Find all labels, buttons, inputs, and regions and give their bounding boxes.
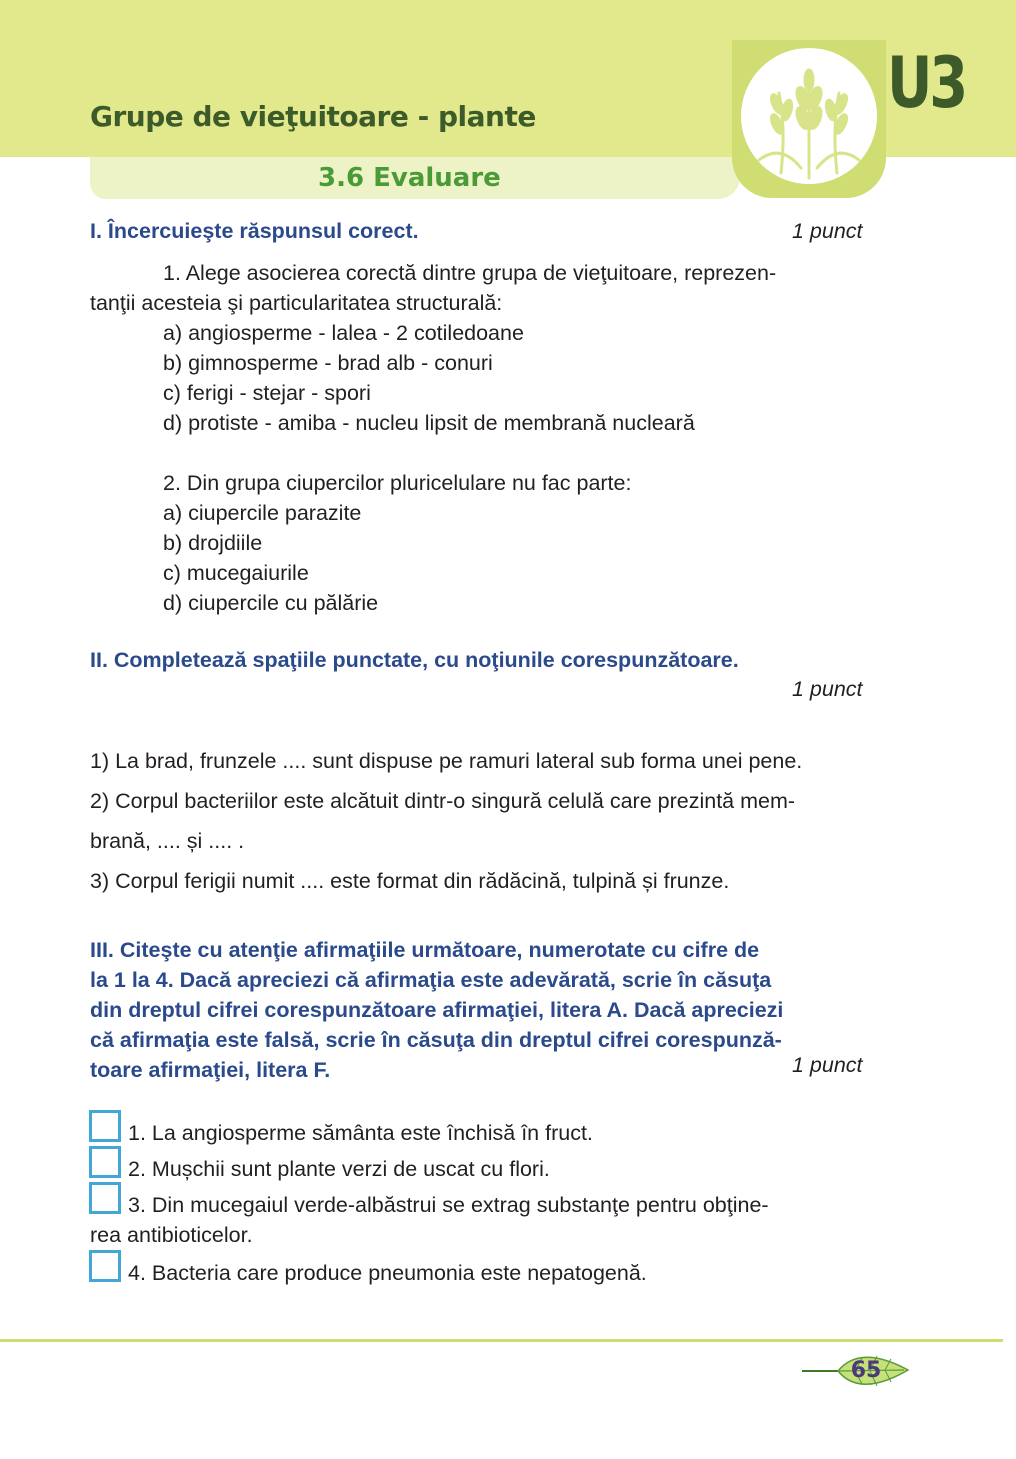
- fill-item-2: 2) Corpul bacteriilor este alcătuit dintr-o singură celulă care prezintă mem-: [90, 789, 796, 813]
- answer-box-1[interactable]: [89, 1110, 121, 1142]
- answer-box-3[interactable]: [89, 1182, 121, 1214]
- q1-text-line1: 1. Alege asocierea corectă dintre grupa de vieţuitoare, reprezen-: [163, 261, 777, 285]
- fill-item-3: 3) Corpul ferigii numit .... este format din rădăcină, tulpină și frunze.: [90, 869, 730, 893]
- section1-points: 1 punct: [792, 219, 863, 243]
- chapter-title: Grupe de vieţuitoare - plante: [90, 100, 536, 133]
- statement-3: 3. Din mucegaiul verde-albăstrui se extrag substanţe pentru obţine-: [128, 1193, 769, 1217]
- section3-heading-line1: III. Citeşte cu atenţie afirmaţiile următoare, numerotate cu cifre de: [90, 938, 760, 962]
- answer-box-2[interactable]: [89, 1146, 121, 1178]
- section1-heading: I. Încercuieşte răspunsul corect.: [90, 219, 419, 243]
- section2-heading: II. Completează spaţiile punctate, cu noţiunile corespunzătoare.: [90, 648, 739, 672]
- statement-4: 4. Bacteria care produce pneumonia este nepatogenă.: [128, 1261, 647, 1285]
- section3-heading-line2: la 1 la 4. Dacă apreciezi că afirmaţia este adevărată, scrie în căsuţa: [90, 968, 772, 992]
- page-number: 65: [850, 1358, 882, 1383]
- section3-heading-line5: toare afirmaţiei, litera F.: [90, 1058, 331, 1082]
- statement-1: 1. La angiosperme sământa este închisă în fruct.: [128, 1121, 593, 1145]
- q1-option-d: d) protiste - amiba - nucleu lipsit de membrană nucleară: [163, 411, 695, 435]
- fill-item-2-cont: brană, .... și .... .: [90, 829, 245, 853]
- statement-2: 2. Mușchii sunt plante verzi de uscat cu flori.: [128, 1157, 550, 1181]
- q2-option-c: c) mucegaiurile: [163, 561, 309, 585]
- q1-option-a: a) angiosperme - lalea - 2 cotiledoane: [163, 321, 524, 345]
- answer-box-4[interactable]: [89, 1250, 121, 1282]
- statement-3-cont: rea antibioticelor.: [90, 1223, 253, 1247]
- wheat-ears-icon: [741, 48, 877, 184]
- section3-heading-line4: că afirmaţia este falsă, scrie în căsuţa din dreptul cifrei corespunză-: [90, 1028, 782, 1052]
- q2-option-b: b) drojdiile: [163, 531, 263, 555]
- q2-text: 2. Din grupa ciupercilor pluricelulare nu fac parte:: [163, 471, 632, 495]
- q2-option-d: d) ciupercile cu pălărie: [163, 591, 379, 615]
- section2-points: 1 punct: [792, 677, 863, 701]
- unit-code: U3: [887, 42, 966, 124]
- lesson-title: 3.6 Evaluare: [318, 163, 501, 193]
- q1-option-c: c) ferigi - stejar - spori: [163, 381, 371, 405]
- section3-points: 1 punct: [792, 1053, 863, 1077]
- section3-heading-line3: din dreptul cifrei corespunzătoare afirmaţiei, litera A. Dacă apreciezi: [90, 998, 784, 1022]
- fill-item-1: 1) La brad, frunzele .... sunt dispuse pe ramuri lateral sub forma unei pene.: [90, 749, 803, 773]
- q1-text-line2: tanţii acesteia şi particularitatea structurală:: [90, 291, 503, 315]
- q2-option-a: a) ciupercile parazite: [163, 501, 362, 525]
- q1-option-b: b) gimnosperme - brad alb - conuri: [163, 351, 493, 375]
